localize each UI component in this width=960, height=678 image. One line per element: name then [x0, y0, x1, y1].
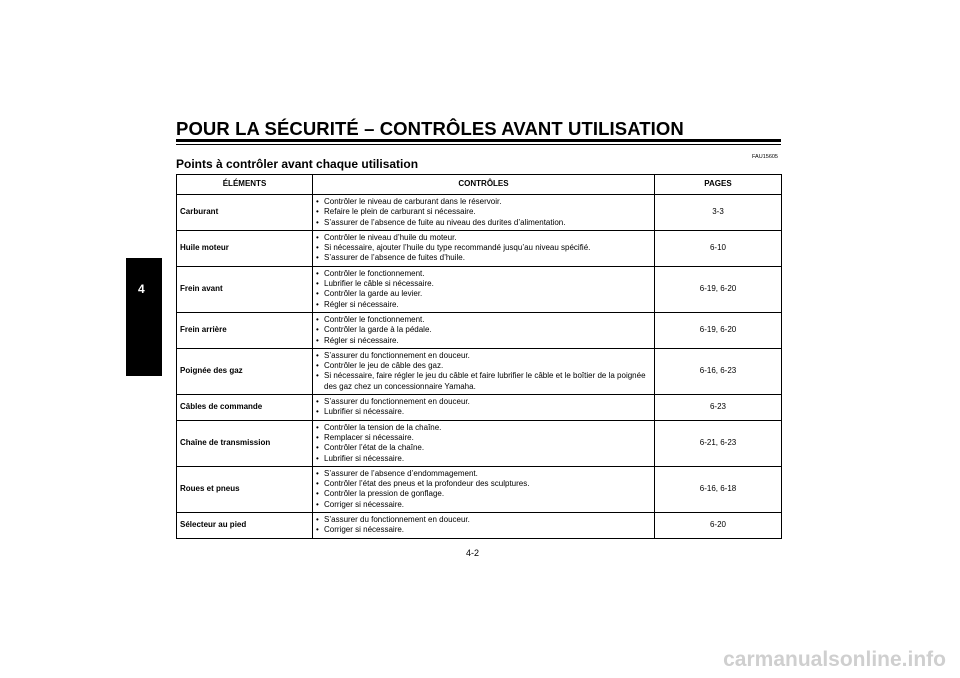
checks-list: [316, 397, 651, 418]
checks-list: [316, 423, 651, 464]
checks-cell: [313, 466, 655, 512]
pages-cell: 6-20: [655, 513, 782, 539]
check-item: • Refaire le plein de carburant si nécessaire.: [316, 207, 651, 217]
table-row: [177, 230, 782, 266]
table-row: [177, 395, 782, 421]
check-item: • Corriger si nécessaire.: [316, 525, 651, 535]
check-item: • Contrôler l’état de la chaîne.: [316, 443, 651, 453]
check-item: • S’assurer du fonctionnement en douceur.: [316, 351, 651, 361]
section-subtitle: Points à contrôler avant chaque utilisation: [176, 157, 419, 171]
table-row: [177, 266, 782, 312]
check-item: • Contrôler l’état des pneus et la profondeur des sculptures.: [316, 479, 651, 489]
element-cell: Frein arrière: [177, 312, 313, 348]
pages-cell: 3-3: [655, 195, 782, 231]
check-item: • Contrôler le niveau d’huile du moteur.: [316, 233, 651, 243]
check-item: • Contrôler la pression de gonflage.: [316, 489, 651, 499]
check-item: • Si nécessaire, faire régler le jeu du câble et faire lubrifier le câble et le boîtier de la poignée des gaz chez un concessionnaire Yamaha.: [316, 371, 651, 392]
site-watermark: carmanualsonline.info: [723, 648, 946, 671]
check-item: • Lubrifier si nécessaire.: [316, 407, 651, 417]
table-row: [177, 513, 782, 539]
element-cell: Roues et pneus: [177, 466, 313, 512]
checks-cell: [313, 395, 655, 421]
column-header-pages: PAGES: [655, 175, 782, 195]
element-cell: Carburant: [177, 195, 313, 231]
checks-cell: [313, 513, 655, 539]
check-item: • Contrôler la garde à la pédale.: [316, 325, 651, 335]
check-item: • Remplacer si nécessaire.: [316, 433, 651, 443]
checks-list: [316, 269, 651, 310]
check-item: • Régler si nécessaire.: [316, 336, 651, 346]
check-item: • Contrôler le jeu de câble des gaz.: [316, 361, 651, 371]
checks-list: [316, 469, 651, 510]
check-item: • Contrôler la tension de la chaîne.: [316, 423, 651, 433]
element-cell: Frein avant: [177, 266, 313, 312]
checks-cell: [313, 312, 655, 348]
checks-cell: [313, 266, 655, 312]
element-cell: Chaîne de transmission: [177, 420, 313, 466]
checks-list: [316, 351, 651, 392]
checks-cell: [313, 348, 655, 394]
table-row: [177, 466, 782, 512]
check-item: • S’assurer de l’absence de fuite au niveau des durites d’alimentation.: [316, 218, 651, 228]
table-row: [177, 348, 782, 394]
check-item: • Lubrifier si nécessaire.: [316, 454, 651, 464]
reference-code: FAU15605: [752, 154, 778, 160]
check-item: • S’assurer de l’absence de fuites d’huile.: [316, 253, 651, 263]
element-cell: Huile moteur: [177, 230, 313, 266]
check-item: • S’assurer de l’absence d’endommagement.: [316, 469, 651, 479]
pre-operation-checklist-table: [176, 174, 782, 539]
section-tab-marker: [126, 258, 162, 376]
page-number: 4-2: [466, 548, 480, 558]
checks-list: [316, 315, 651, 346]
pages-cell: 6-19, 6-20: [655, 312, 782, 348]
element-cell: Câbles de commande: [177, 395, 313, 421]
checks-cell: [313, 420, 655, 466]
check-item: • Contrôler le fonctionnement.: [316, 315, 651, 325]
checks-list: [316, 197, 651, 228]
section-tab-number: 4: [138, 282, 145, 296]
title-rule-thick: [176, 139, 781, 142]
check-item: • Contrôler la garde au levier.: [316, 289, 651, 299]
table-row: [177, 195, 782, 231]
check-item: • S’assurer du fonctionnement en douceur.: [316, 515, 651, 525]
checks-cell: [313, 195, 655, 231]
pages-cell: 6-16, 6-18: [655, 466, 782, 512]
column-header-checks: CONTRÔLES: [313, 175, 655, 195]
table-header-row: [177, 175, 782, 195]
check-item: • Lubrifier le câble si nécessaire.: [316, 279, 651, 289]
pages-cell: 6-10: [655, 230, 782, 266]
pages-cell: 6-16, 6-23: [655, 348, 782, 394]
column-header-elements: ÉLÉMENTS: [177, 175, 313, 195]
checks-cell: [313, 230, 655, 266]
page-title: POUR LA SÉCURITÉ – CONTRÔLES AVANT UTILISATION: [176, 118, 684, 139]
table-row: [177, 420, 782, 466]
pages-cell: 6-23: [655, 395, 782, 421]
pages-cell: 6-19, 6-20: [655, 266, 782, 312]
checks-list: [316, 233, 651, 264]
check-item: • Corriger si nécessaire.: [316, 500, 651, 510]
table-row: [177, 312, 782, 348]
check-item: • Contrôler le fonctionnement.: [316, 269, 651, 279]
pages-cell: 6-21, 6-23: [655, 420, 782, 466]
element-cell: Poignée des gaz: [177, 348, 313, 394]
title-rule-thin: [176, 144, 781, 145]
check-item: • S’assurer du fonctionnement en douceur.: [316, 397, 651, 407]
check-item: • Régler si nécessaire.: [316, 300, 651, 310]
element-cell: Sélecteur au pied: [177, 513, 313, 539]
checks-list: [316, 515, 651, 536]
check-item: • Contrôler le niveau de carburant dans le réservoir.: [316, 197, 651, 207]
check-item: • Si nécessaire, ajouter l’huile du type recommandé jusqu’au niveau spécifié.: [316, 243, 651, 253]
